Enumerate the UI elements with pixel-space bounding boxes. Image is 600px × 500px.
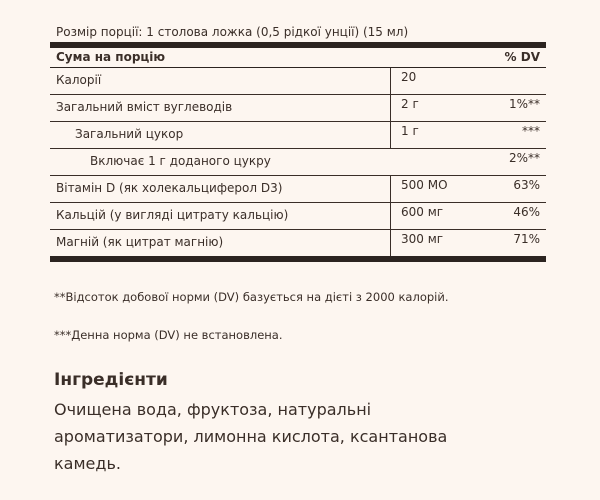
- dv-not-established-note: ***Денна норма (DV) не встановлена.: [54, 328, 283, 342]
- nutrient-amount: 500 МО: [390, 176, 476, 202]
- nutrient-dv: 46%: [513, 205, 540, 219]
- amount-per-serving-label: Сума на порцію: [56, 50, 166, 64]
- nutrient-name: Кальцій (у вигляді цитрату кальцію): [56, 208, 289, 222]
- dv-basis-note: **Відсоток добової норми (DV) базується на дієті з 2000 калорій.: [54, 290, 449, 304]
- table-row: [50, 122, 546, 149]
- nutrient-table: [50, 67, 546, 256]
- dv-label: % DV: [504, 50, 540, 64]
- ingredients-text: Очищена вода, фруктоза, натуральні ароматизатори, лимонна кислота, ксантанова камедь.: [54, 400, 448, 473]
- ingredients-title: Інгредієнти: [54, 370, 168, 390]
- table-row: [50, 95, 546, 122]
- nutrient-amount: [390, 149, 476, 175]
- nutrient-dv: 2%**: [508, 151, 540, 165]
- nutrient-amount: 300 мг: [390, 230, 476, 256]
- table-row: [50, 149, 546, 176]
- table-row: [50, 230, 546, 256]
- nutrient-amount: 2 г: [390, 95, 476, 121]
- supplement-facts-panel: [50, 22, 546, 262]
- table-row: [50, 176, 546, 203]
- nutrient-name: Калорії: [56, 73, 102, 87]
- nutrient-name: Включає 1 г доданого цукру: [90, 154, 271, 168]
- table-row: [50, 203, 546, 230]
- nutrient-amount: 20: [390, 68, 476, 94]
- nutrient-name: Загальний цукор: [75, 127, 184, 141]
- nutrient-amount: 1 г: [390, 122, 476, 148]
- table-header: [50, 48, 546, 67]
- bottom-divider: [50, 256, 546, 262]
- nutrient-dv: 71%: [513, 232, 540, 246]
- nutrient-name: Магній (як цитрат магнію): [56, 235, 224, 249]
- nutrient-name: Загальний вміст вуглеводів: [56, 100, 233, 114]
- nutrient-name: Вітамін D (як холекальциферол D3): [56, 181, 283, 195]
- nutrient-dv: 63%: [513, 178, 540, 192]
- nutrient-dv: [476, 68, 546, 94]
- nutrient-amount: 600 мг: [390, 203, 476, 229]
- nutrient-dv: 1%**: [508, 97, 540, 111]
- table-row: [50, 68, 546, 95]
- nutrient-dv: ***: [522, 124, 540, 138]
- serving-size: Розмір порції: 1 столова ложка (0,5 рідкої унції) (15 мл): [56, 25, 409, 39]
